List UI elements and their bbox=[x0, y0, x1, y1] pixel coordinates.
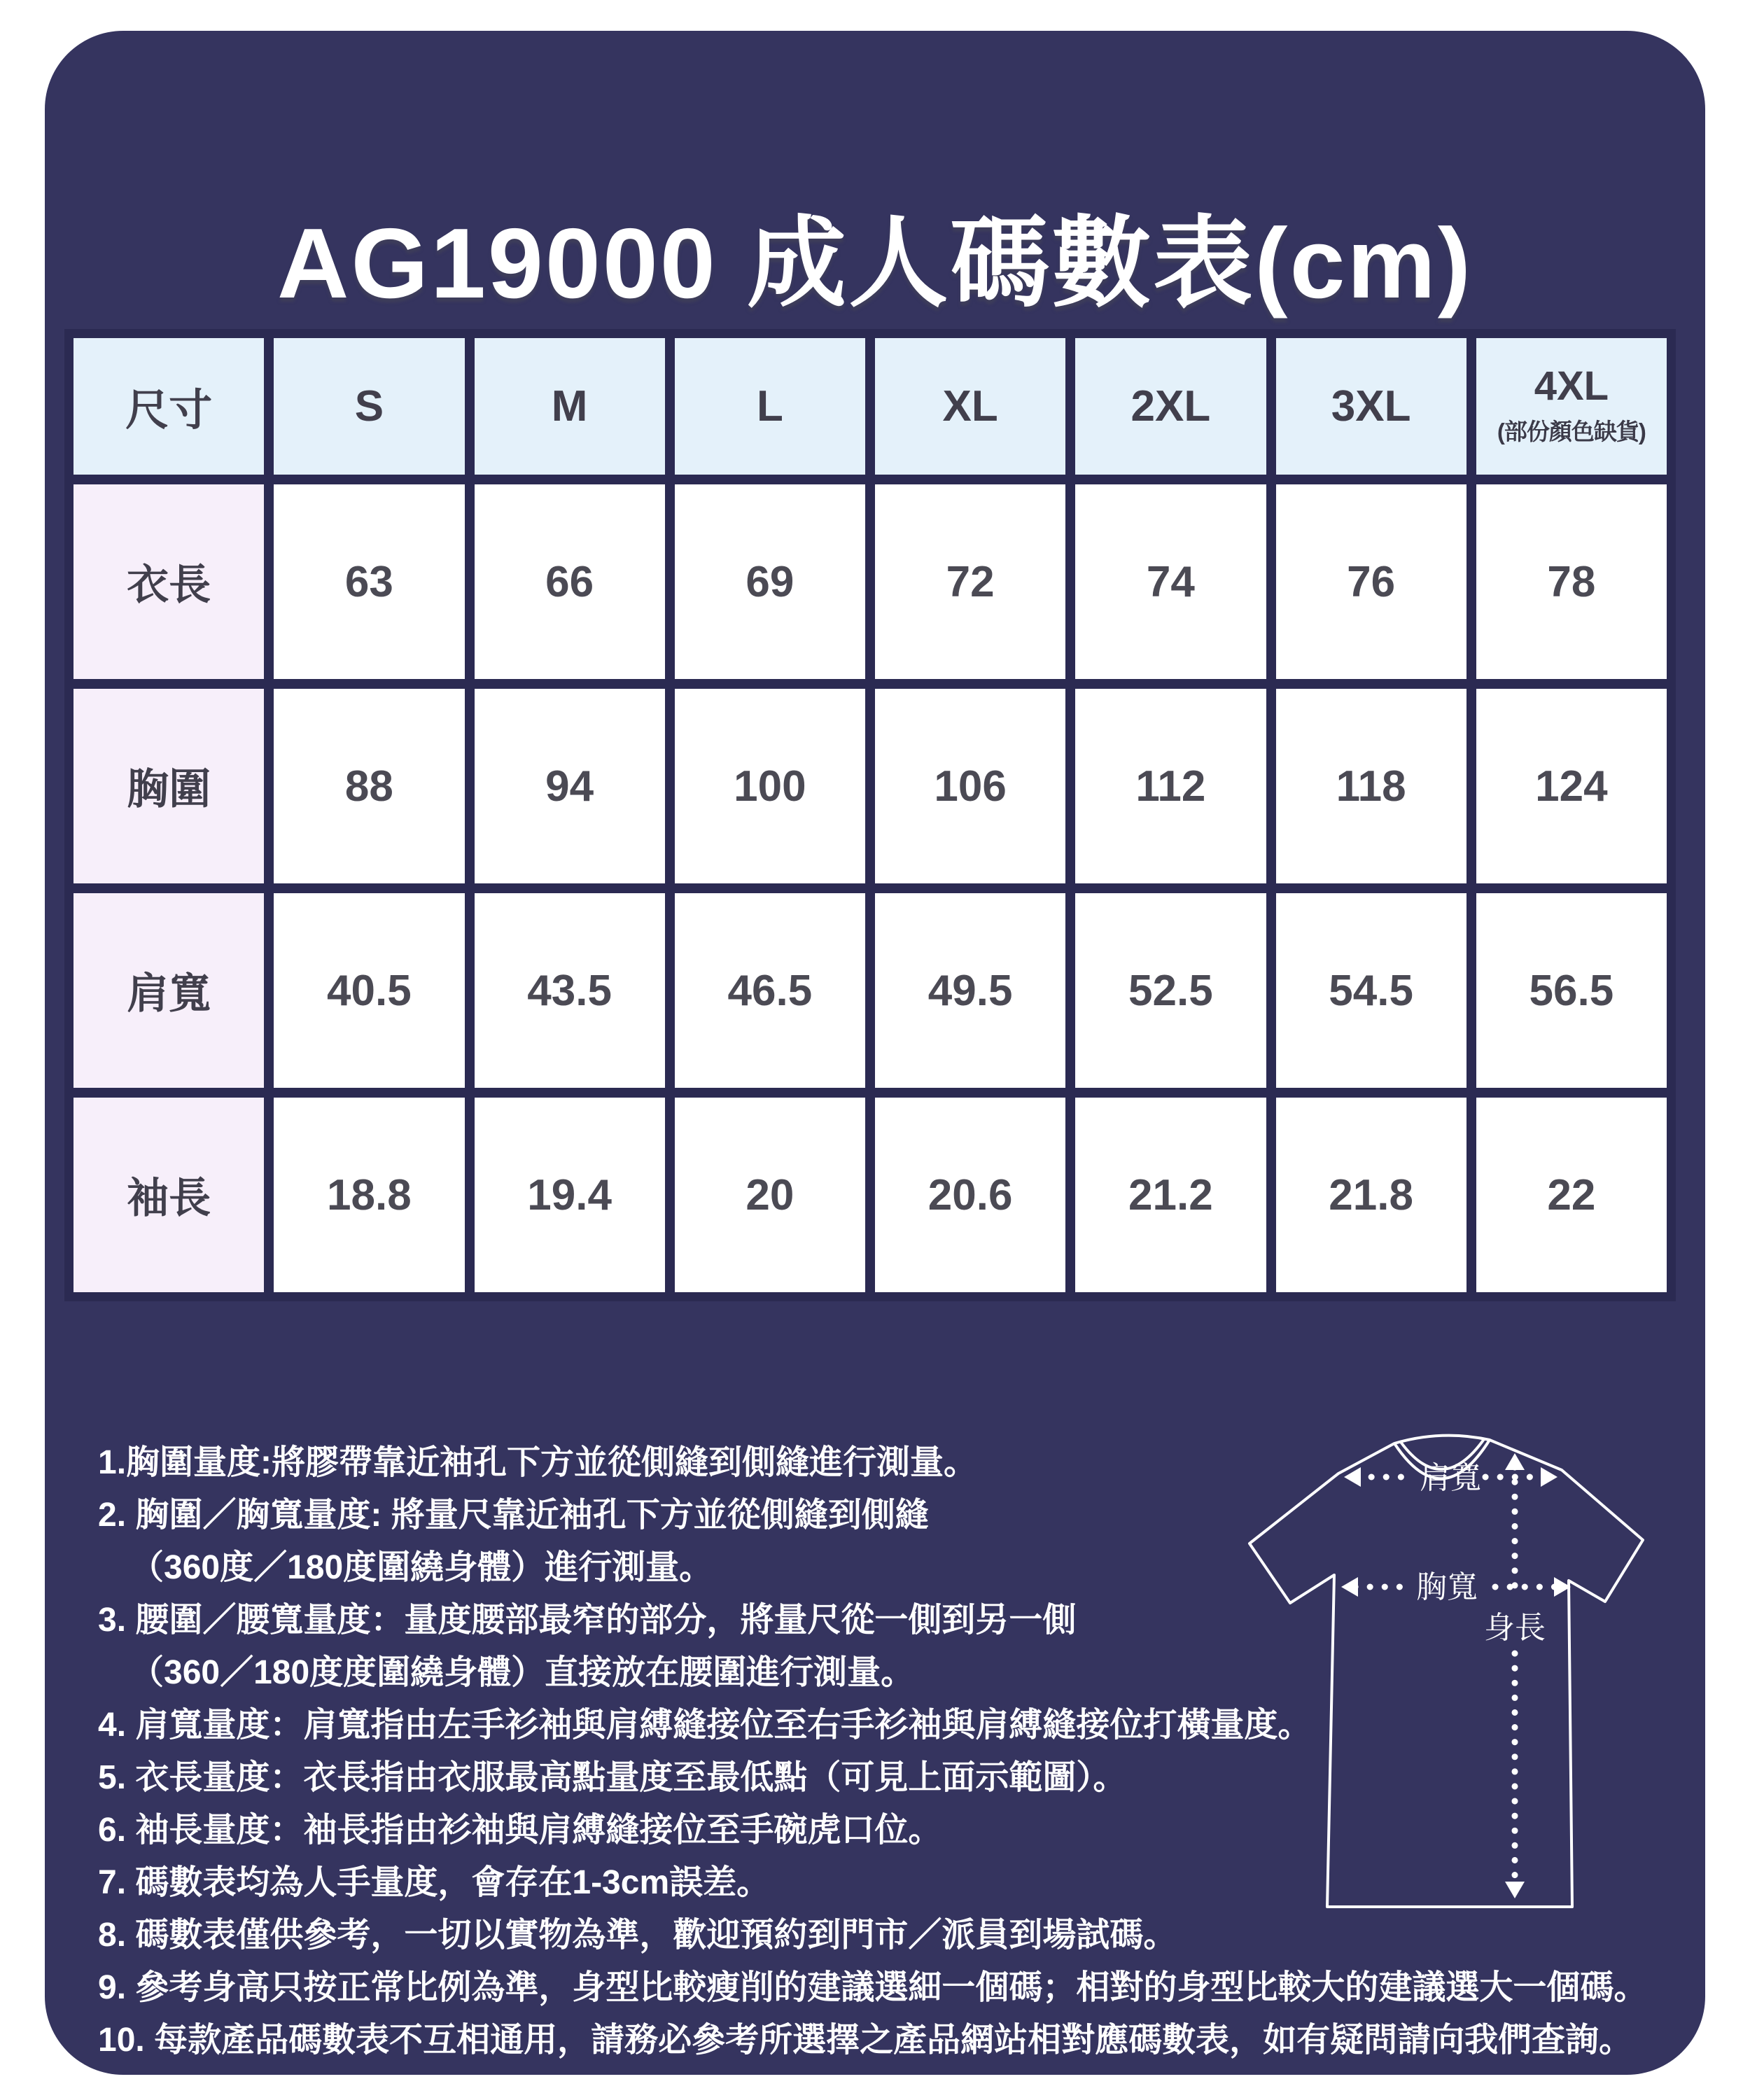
header-cell-4xl bbox=[1476, 338, 1667, 475]
table-cell: 21.2 bbox=[1075, 1098, 1266, 1292]
note-line: 1.胸圍量度:將膠帶靠近袖孔下方並從側縫到側縫進行測量。 bbox=[98, 1444, 978, 1481]
table-cell: 74 bbox=[1075, 484, 1266, 679]
table-cell: 88 bbox=[274, 689, 464, 883]
header-cell-m: M bbox=[475, 338, 665, 475]
shoulder-width-label: 肩寬 bbox=[1420, 1461, 1481, 1495]
table-cell: 49.5 bbox=[875, 893, 1065, 1088]
table-cell: 106 bbox=[875, 689, 1065, 883]
table-cell: 18.8 bbox=[274, 1098, 464, 1292]
tshirt-measurement-diagram bbox=[1239, 1421, 1652, 1918]
table-cell: 52.5 bbox=[1075, 893, 1266, 1088]
row-label-body-length: 衣長 bbox=[74, 484, 264, 679]
body-length-arrow bbox=[1505, 1453, 1525, 1898]
note-line: 2. 胸圍／胸寬量度: 將量尺靠近袖孔下方並從側縫到側縫 bbox=[98, 1497, 929, 1534]
row-label-sleeve: 袖長 bbox=[74, 1098, 264, 1292]
note-line: 9. 參考身高只按正常比例為準，身型比較瘦削的建議選細一個碼；相對的身型比較大的建議選大一個碼。 bbox=[98, 1969, 1648, 2006]
table-cell: 54.5 bbox=[1276, 893, 1466, 1088]
header-cell-4xl-note: (部份顏色缺貨) bbox=[1497, 419, 1646, 444]
note-line: 3. 腰圍／腰寬量度：量度腰部最窄的部分，將量尺從一側到另一側 bbox=[98, 1602, 1077, 1639]
table-cell: 56.5 bbox=[1476, 893, 1667, 1088]
header-cell-size: 尺寸 bbox=[74, 338, 264, 475]
header-cell-2xl: 2XL bbox=[1075, 338, 1266, 475]
row-label-shoulder: 肩寬 bbox=[74, 893, 264, 1088]
row-label-chest: 胸圍 bbox=[74, 689, 264, 883]
table-cell: 78 bbox=[1476, 484, 1667, 679]
table-cell: 76 bbox=[1276, 484, 1466, 679]
body-length-label: 身長 bbox=[1484, 1611, 1546, 1645]
page-title: AG19000 成人碼數表(cm) bbox=[276, 208, 1474, 320]
note-line: 7. 碼數表均為人手量度，會存在1-3cm誤差。 bbox=[98, 1864, 771, 1901]
table-cell: 72 bbox=[875, 484, 1065, 679]
note-line: 6. 袖長量度：袖長指由衫袖與肩縛縫接位至手碗虎口位。 bbox=[98, 1812, 942, 1849]
table-cell: 20 bbox=[675, 1098, 865, 1292]
table-cell: 22 bbox=[1476, 1098, 1667, 1292]
note-line: 8. 碼數表僅供參考，一切以實物為準，歡迎預約到門市／派員到場試碼。 bbox=[98, 1917, 1177, 1954]
chest-width-label: 胸寬 bbox=[1416, 1570, 1478, 1604]
note-line: 5. 衣長量度：衣長指由衣服最高點量度至最低點（可見上面示範圖）。 bbox=[98, 1759, 1127, 1796]
table-cell: 124 bbox=[1476, 689, 1667, 883]
table-cell: 63 bbox=[274, 484, 464, 679]
table-cell: 112 bbox=[1075, 689, 1266, 883]
table-cell: 40.5 bbox=[274, 893, 464, 1088]
table-cell: 69 bbox=[675, 484, 865, 679]
table-cell: 100 bbox=[675, 689, 865, 883]
note-line: （360／180度度圍繞身體）直接放在腰圍進行測量。 bbox=[130, 1654, 915, 1691]
table-cell: 118 bbox=[1276, 689, 1466, 883]
header-cell-4xl-label: 4XL bbox=[1534, 363, 1609, 409]
note-line: 10. 每款產品碼數表不互相通用，請務必參考所選擇之產品網站相對應碼數表，如有疑問請向我們查詢。 bbox=[98, 2022, 1633, 2059]
header-cell-xl: XL bbox=[875, 338, 1065, 475]
table-cell: 94 bbox=[475, 689, 665, 883]
note-line: 4. 肩寬量度：肩寬指由左手衫袖與肩縛縫接位至右手衫袖與肩縛縫接位打橫量度。 bbox=[98, 1707, 1312, 1744]
header-cell-3xl: 3XL bbox=[1276, 338, 1466, 475]
table-cell: 21.8 bbox=[1276, 1098, 1466, 1292]
table-cell: 20.6 bbox=[875, 1098, 1065, 1292]
header-cell-l: L bbox=[675, 338, 865, 475]
size-table bbox=[64, 329, 1676, 1301]
table-cell: 66 bbox=[475, 484, 665, 679]
tshirt-outline bbox=[1250, 1436, 1643, 1907]
note-line: （360度／180度圍繞身體）進行測量。 bbox=[130, 1549, 713, 1586]
header-cell-s: S bbox=[274, 338, 464, 475]
table-cell: 19.4 bbox=[475, 1098, 665, 1292]
table-cell: 43.5 bbox=[475, 893, 665, 1088]
table-cell: 46.5 bbox=[675, 893, 865, 1088]
